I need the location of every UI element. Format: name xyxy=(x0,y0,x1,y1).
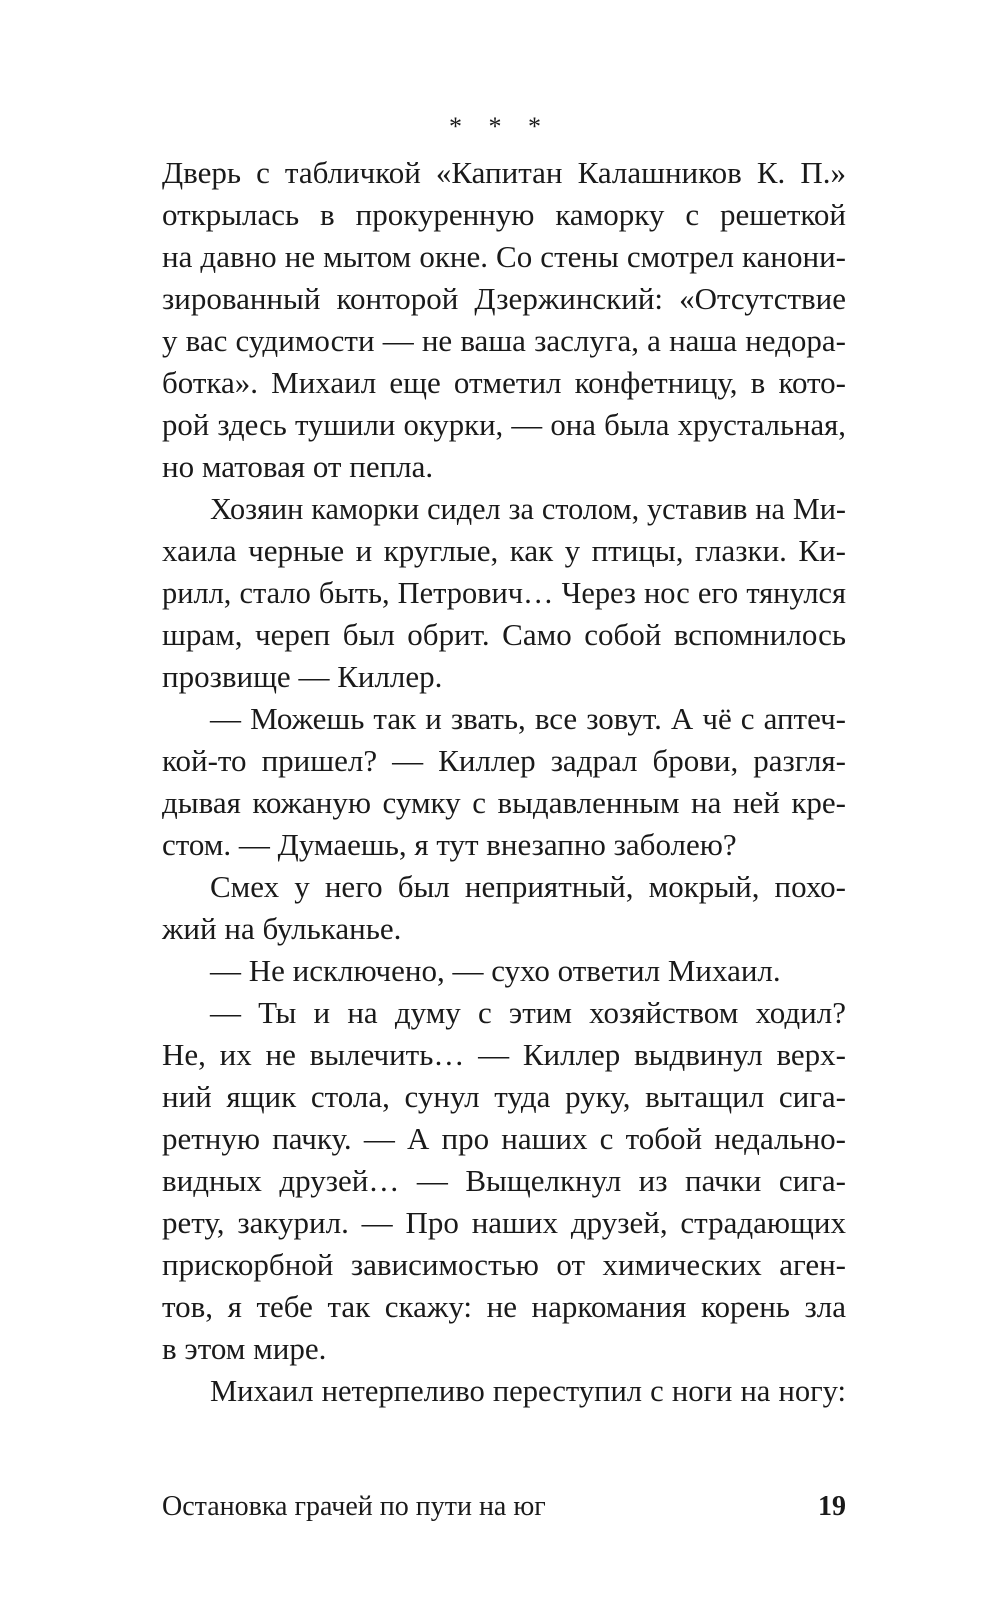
text-line: Хозяин каморки сидел за столом, уставив на Ми- xyxy=(210,492,846,526)
text-line: Смех у него был неприятный, мокрый, похо- xyxy=(210,869,846,904)
text-line: кой-то пришел? — Киллер задрал брови, разгля- xyxy=(162,743,846,778)
text-line: в этом мире. xyxy=(162,1331,327,1366)
text-line: Михаил нетерпеливо переступил с ноги на ногу: xyxy=(210,1374,846,1408)
running-footer-title: Остановка грачей по пути на юг xyxy=(162,1491,546,1522)
text-line: Дверь с табличкой «Капитан Калашников К. П.» xyxy=(162,155,846,190)
text-line: у вас судимости — не ваша заслуга, а наша недора- xyxy=(162,323,846,358)
text-line: рету, закурил. — Про наших друзей, страдающих xyxy=(162,1205,846,1240)
text-line: стом. — Думаешь, я тут внезапно заболею? xyxy=(162,827,737,862)
text-line: дывая кожаную сумку с выдавленным на ней кре- xyxy=(162,785,846,820)
text-line: ний ящик стола, сунул туда руку, вытащил сига- xyxy=(162,1079,846,1114)
text-line: открылась в прокуренную каморку с решеткой xyxy=(162,197,846,232)
text-line: зированный конторой Дзержинский: «Отсутствие xyxy=(162,281,846,316)
text-line: Не, их не вылечить… — Киллер выдвинул верх- xyxy=(162,1037,846,1072)
page-footer xyxy=(162,1487,846,1527)
text-line: рой здесь тушили окурки, — она была хрустальная, xyxy=(162,408,846,442)
text-line: ретную пачку. — А про наших с тобой недально- xyxy=(162,1121,846,1156)
text-line: прозвище — Киллер. xyxy=(162,659,443,694)
text-line: видных друзей… — Выщелкнул из пачки сига- xyxy=(162,1163,846,1198)
text-line: хаила черные и круглые, как у птицы, глазки. Ки- xyxy=(162,533,846,568)
page-number: 19 xyxy=(818,1491,846,1522)
body-text xyxy=(162,152,846,1412)
text-line: — Не исключено, — сухо ответил Михаил. xyxy=(210,953,781,988)
text-line: ботка». Михаил еще отметил конфетницу, в кото- xyxy=(162,365,846,400)
text-line: прискорбной зависимостью от химических аген- xyxy=(162,1247,846,1282)
text-line: шрам, череп был обрит. Само собой вспомнилось xyxy=(162,617,846,652)
text-line: — Можешь так и звать, все зовут. А чё с аптеч- xyxy=(210,701,846,736)
text-line: на давно не мытом окне. Со стены смотрел канони- xyxy=(162,239,846,274)
text-line: тов, я тебе так скажу: не наркомания корень зла xyxy=(162,1289,846,1324)
text-line: — Ты и на думу с этим хозяйством ходил? xyxy=(210,995,846,1030)
text-line: жий на бульканье. xyxy=(162,911,402,946)
text-line: но матовая от пепла. xyxy=(162,449,434,484)
text-line: рилл, стало быть, Петрович… Через нос его тянулся xyxy=(162,576,846,610)
section-separator: * * * xyxy=(449,112,551,141)
